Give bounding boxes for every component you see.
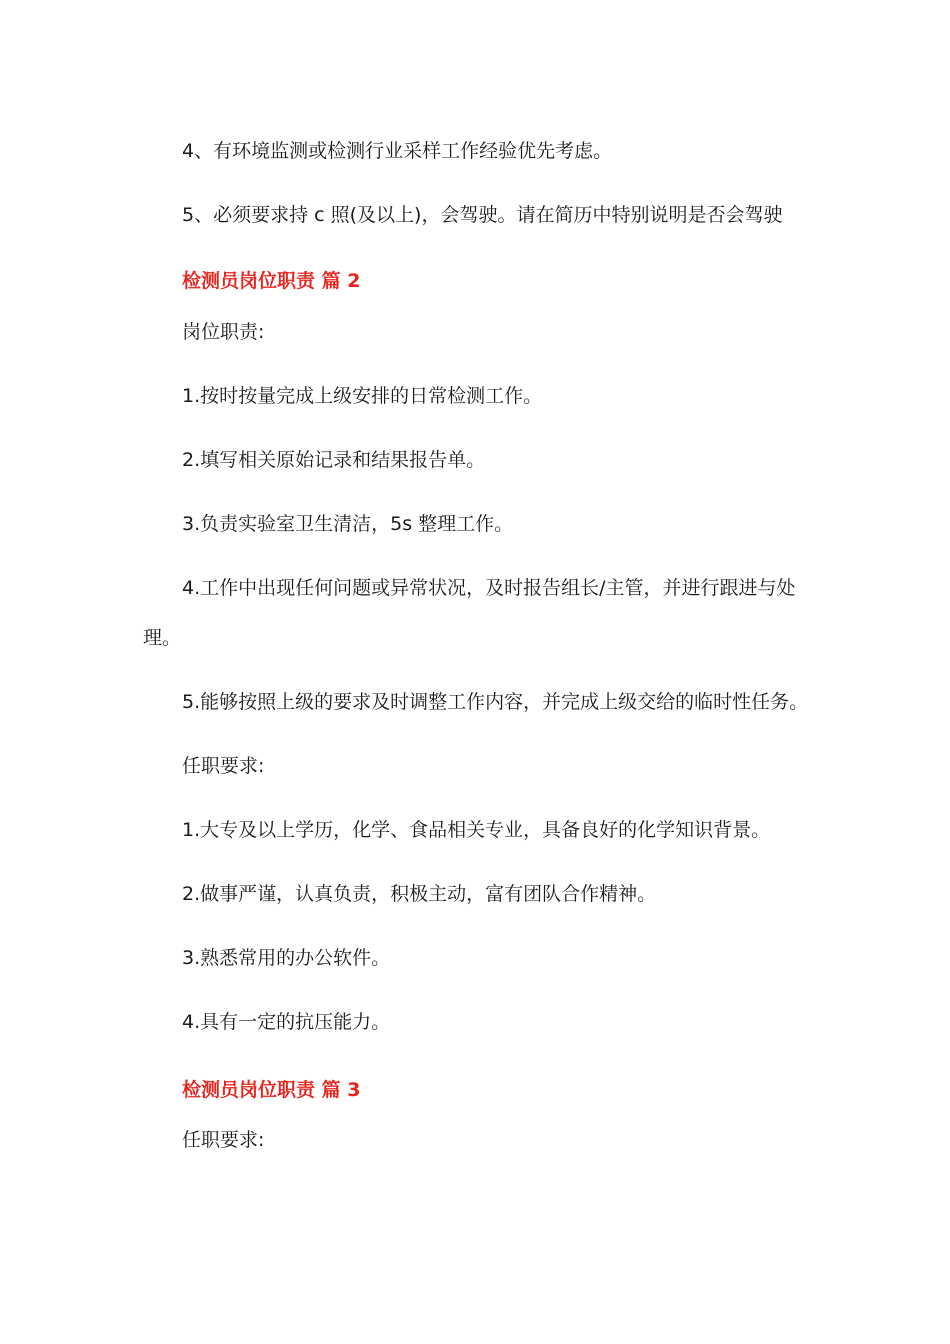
duty-item-4: 4.工作中出现任何问题或异常状况，及时报告组长/主管，并进行跟进与处	[182, 577, 796, 599]
duty-item-5: 5.能够按照上级的要求及时调整工作内容，并完成上级交给的临时性任务。	[182, 691, 809, 713]
requirement-item-2: 2.做事严谨，认真负责，积极主动，富有团队合作精神。	[182, 883, 657, 905]
duty-item-4-continued: 理。	[143, 627, 182, 649]
intro-item-4: 4、有环境监测或检测行业采样工作经验优先考虑。	[182, 140, 613, 162]
duties-label: 岗位职责:	[182, 321, 265, 343]
requirement-item-4: 4.具有一定的抗压能力。	[182, 1011, 391, 1033]
requirements-label: 任职要求:	[182, 755, 265, 777]
requirement-item-1: 1.大专及以上学历，化学、食品相关专业，具备良好的化学知识背景。	[182, 819, 771, 841]
section-2-heading: 检测员岗位职责 篇 2	[182, 270, 361, 292]
duty-item-2: 2.填写相关原始记录和结果报告单。	[182, 449, 486, 471]
requirement-item-3: 3.熟悉常用的办公软件。	[182, 947, 391, 969]
section-3-heading: 检测员岗位职责 篇 3	[182, 1079, 361, 1101]
duty-item-3: 3.负责实验室卫生清洁，5s 整理工作。	[182, 513, 514, 535]
duty-item-1: 1.按时按量完成上级安排的日常检测工作。	[182, 385, 543, 407]
section-3-requirements-label: 任职要求:	[182, 1129, 265, 1151]
intro-item-5: 5、必须要求持 c 照(及以上)，会驾驶。请在简历中特别说明是否会驾驶	[182, 204, 783, 226]
